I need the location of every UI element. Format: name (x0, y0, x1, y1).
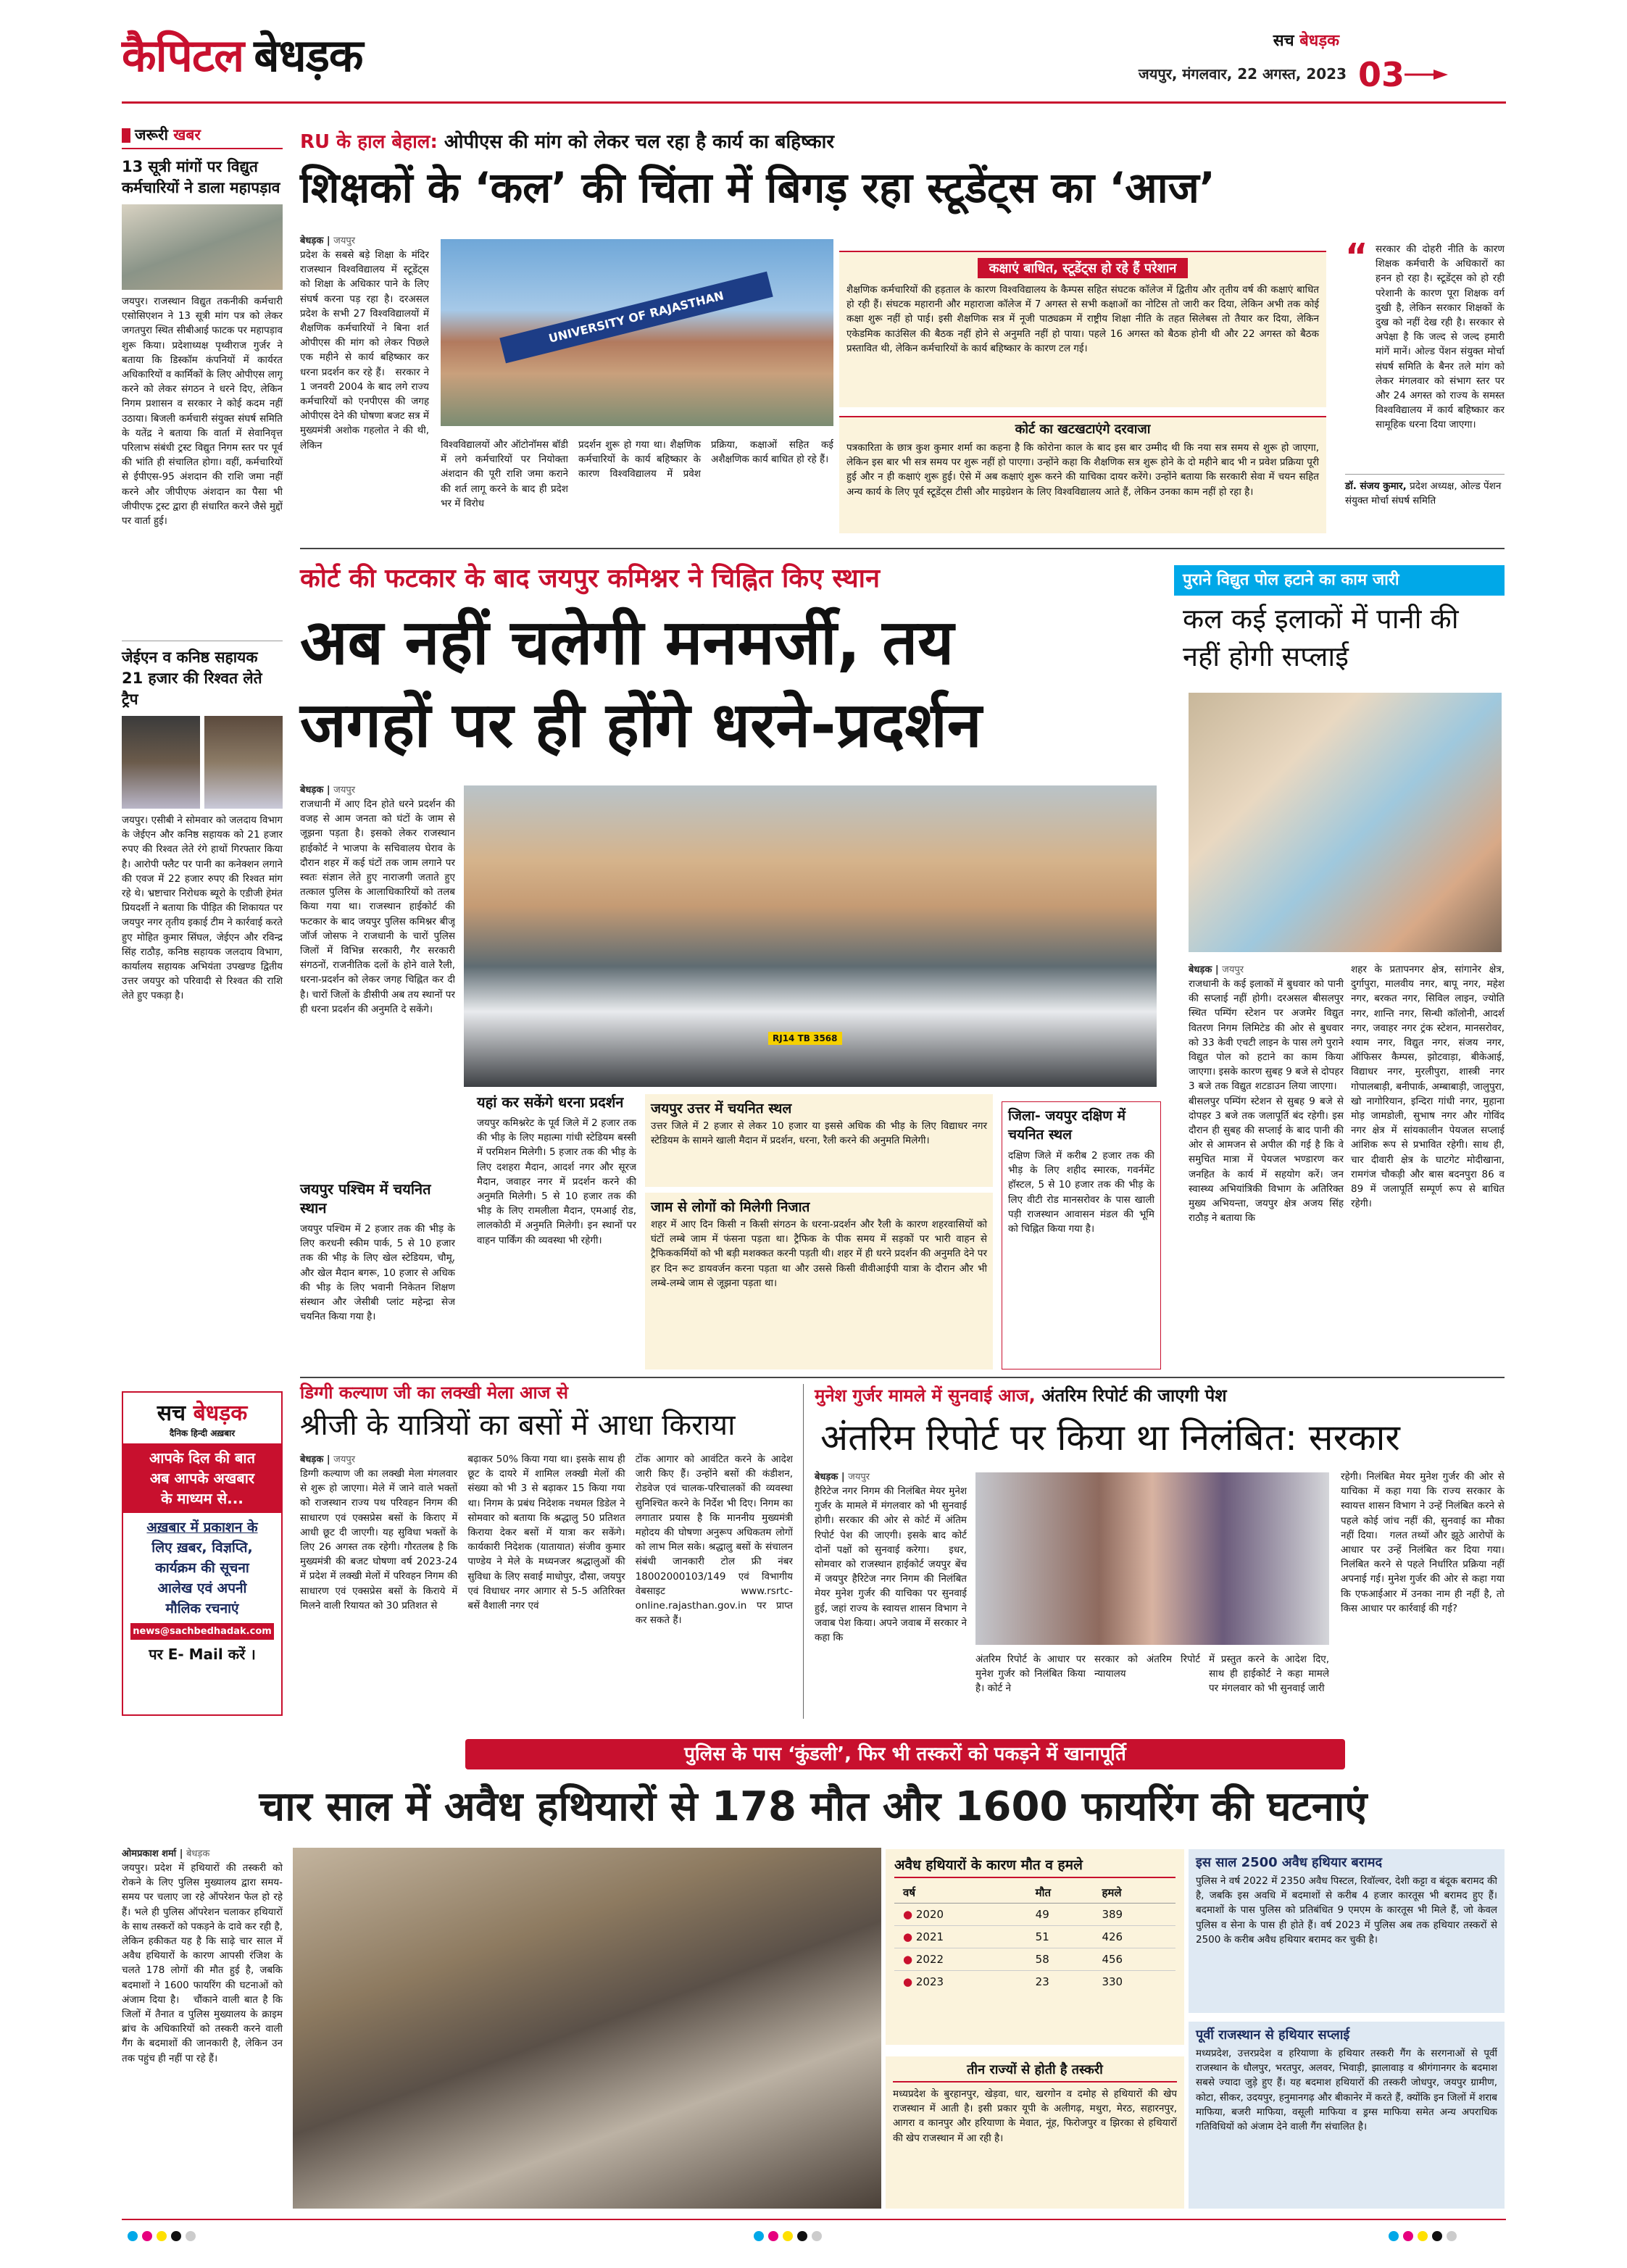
story2-col1 (300, 783, 455, 1174)
story2-north-title: जयपुर उत्तर में चयनित स्थल (651, 1101, 792, 1117)
story5-col5: रहेगी। निलंबित मेयर मुनेश गुर्जर की ओर से याचिका में कहा गया कि राज्य सरकार के स्वायत्त शासन विभाग ने उन्हें निलंबित करने से पहले कोई जांच नहीं की, सुनवाई का मौका नहीं दिया। गलत तथ्यों और झूठे आरोपों के आधार पर उन्हें निलंबित कर दिया गया। निलंबित करने से पहले निर्धारित प्रक्रिया नहीं अपनाई गई। मुनेश गुर्जर की ओर से कहा गया कि एफआईआर में उनका नाम ही नहीं है, तो किस आधार पर कार्रवाई की गई? (1341, 1471, 1505, 1614)
yellow-dot-icon (783, 2231, 793, 2241)
story2-west (300, 1180, 455, 1368)
registration-marks-left (128, 2230, 200, 2244)
sidebar-label-icon (122, 128, 130, 143)
story4-headline: श्रीजी के यात्रियों का बसों में आधा किराया (300, 1409, 736, 1442)
sidebar-story1-photo (122, 204, 283, 290)
sidebar (122, 125, 283, 1378)
promo-email[interactable]: news@sachbedhadak.com (130, 1623, 274, 1640)
grey-dot-icon (812, 2231, 822, 2241)
deaths-cell: 49 (1035, 1908, 1049, 1921)
arms-table (894, 1883, 1175, 1993)
mayor-photo (975, 1472, 1329, 1645)
arms-box2-title: पूर्वी राजस्थान से हथियार सप्लाई (1196, 2027, 1350, 2043)
black-dot-icon (171, 2231, 181, 2241)
story5-col1 (815, 1469, 967, 1719)
arms-box1-body: पुलिस ने वर्ष 2022 में 2350 अवैध पिस्टल, रिवॉल्वर, देशी कट्टा व बंदूक बरामद की है, जबकि इस अवधि में बदमाशों से करीब 4 हजार कारतूस भी बरामद हुए हैं। बदमाशों के पास पुलिस को प्रतिबंधित 9 एमएम के कारतूस भी मिले हैं, जो केवल पुलिस व सेना के पास ही होते हैं। वर्ष 2023 में पुलिस अब तक हथियार तस्करों से 2500 के करीब अवैध हथियार बरामद कर चुकी है। (1196, 1875, 1497, 1946)
story4-byline-a: बेधड़क (300, 1454, 324, 1465)
brand-logo (122, 26, 363, 86)
story1-box2-title: कोर्ट का खटखटाएंगे दरवाजा (1015, 422, 1151, 437)
arms-th-year: वर्ष (903, 1886, 916, 1899)
story4-col1-text: डिग्गी कल्याण जी का लक्खी मेला मंगलवार से शुरू हो जाएगा। मेले में जाने वाले भक्तों को राजस्थान राज्य पथ परिवहन निगम की साधारण एवं एक्सप्रेस बसों के किराए में आधी छूट दी जाएगी। यह सुविधा भक्तों के लिए 26 अगस्त तक रहेगी। गौरतलब है कि मुख्यमंत्री की बजट घोषणा वर्ष 2023-24 में प्रदेश में लक्खी मेलों में परिवहन निगम की साधारण एवं एक्सप्रेस बसों के किराये में मिलने वाली रियायत को 30 प्रतिशत से (300, 1468, 458, 1612)
arms-table-title: अवैध हथियारों के कारण मौत व हमले (894, 1855, 1175, 1878)
cyan-dot-icon (128, 2231, 138, 2241)
promo-box (122, 1391, 283, 1716)
promo-red-panel (123, 1443, 281, 1513)
attacks-cell: 426 (1102, 1930, 1123, 1943)
promo-m3: कार्यक्रम की सूचना (155, 1560, 249, 1576)
registration-marks-center (754, 2230, 826, 2244)
story3-byline-a: बेधड़क (1189, 964, 1212, 975)
arms-box2 (1189, 2022, 1505, 2209)
arms-box3-title: तीन राज्यों से होती है तस्करी (893, 2061, 1177, 2083)
magenta-dot-icon (1403, 2231, 1413, 2241)
bullet-icon: ● (903, 1975, 913, 1988)
story2-north-body: उत्तर जिले में 2 हजार से लेकर 10 हजार या इससे अधिक की भीड़ के लिए विद्याधर नगर स्टेडियम के सामने खाली मैदान में प्रदर्शन, धरना, रैली करने की अनुमति मिलेगी। (651, 1120, 987, 1147)
divider-2 (300, 1377, 1505, 1378)
story2-kicker: कोर्ट की फटकार के बाद जयपुर कमिश्नर ने चिह्नित किए स्थान (300, 564, 880, 593)
story3-col1 (1189, 962, 1344, 1368)
water-tap-photo (1189, 693, 1502, 952)
story2-jam-title: जाम से लोगों को मिलेगी निजात (651, 1199, 810, 1215)
page-number: 03 (1357, 55, 1405, 94)
story3-kicker: पुराने विद्युत पोल हटाने का काम जारी (1174, 565, 1505, 596)
tag-b: बेधड़क (1299, 32, 1339, 50)
sidebar-label-b: खबर (173, 126, 201, 143)
story4-cols (300, 1452, 793, 1719)
story1-col1-text: प्रदेश के सबसे बड़े शिक्षा के मंदिर राजस्थान विश्वविद्यालय में स्टूडेंट्स को शिक्षा के अधिकार पाने के लिए संघर्ष करना पड़ रहा है। दरअसल प्रदेश के सभी 27 विश्वविद्यालयों में शैक्षणिक कर्मचारियों ने बिना शर्त ओपीएस की मांग को लेकर पिछले एक महीने से कार्य बहिष्कार कर धरना प्रदर्शन कर रहे हैं। सरकार ने 1 जनवरी 2004 के बाद लगे राज्य कर्मचारियों को एनपीएस की जगह ओपीएस देने की घोषणा बजट सत्र में मुख्यमंत्री अशोक गहलोत ने की थी, लेकिन (300, 249, 429, 451)
sidebar-story2-title: जेईएन व कनिष्ठ सहायक 21 हजार की रिश्वत लेते ट्रैप (122, 641, 283, 710)
story5-col2: अंतरिम रिपोर्ट के आधार पर मुनेश गुर्जर को निलंबित किया है। कोर्ट ने (975, 1654, 1086, 1695)
sidebar-label (122, 125, 283, 149)
accused-photo-1 (122, 716, 200, 809)
car-plate: RJ14 TB 3568 (768, 1032, 842, 1045)
deaths-cell: 23 (1035, 1975, 1049, 1988)
cyan-dot-icon (1389, 2231, 1399, 2241)
story1-box1-title-wrap (839, 258, 1326, 278)
story1-col2: विश्वविद्यालयों और ऑटोनॉमस बॉडी में लगे कर्मचारियों पर नियोक्ता अंशदान की पूरी राशि जमा कराने की शर्त लागू करने के बाद ही प्रदेश भर में विरोध (441, 439, 568, 509)
accused-photo-2 (204, 716, 283, 809)
table-cell (894, 1948, 1030, 1971)
attacks-cell: 389 (1102, 1908, 1123, 1921)
attacks-cell: 330 (1102, 1975, 1123, 1988)
table-row (894, 1926, 1175, 1948)
sidebar-story1-body: जयपुर। राजस्थान विद्युत तकनीकी कर्मचारी एसोसिएशन ने 13 सूत्री मांग पत्र को लेकर जगतपुरा स्थित सीबीआई फाटक पर महापड़ाव शुरू किया। प्रदेशाध्यक्ष पृथ्वीराज गुर्जर ने बताया कि डिस्कॉम कंपनियों में कार्यरत अधिकारियों व कार्मिकों के लिए ओपीएस लागू करने को लेकर संगठन ने धरने दिए, लेकिन निगम प्रशासन व सरकार ने कोई कदम नहीं उठाया। बिजली कर्मचारी संयुक्त संघर्ष समिति के यतेंद्र ने बताया कि वार्ता में सेवानिवृत्त परिलाभ संबंधी ट्रस्ट विद्युत निगम स्तर पर पूर्व की भांति ही संचालित होगा। वहीं, कर्मचारियों से ईपीएस-95 अंशदान की राशि जमा नहीं करने और जीपीएफ अंशदान का पैसा भी जीपीएफ ट्रस्ट द्वारा ही संधारित करने जैसे मुद्दों पर वार्ता हुई। (122, 296, 283, 528)
promo-m1: अख़बार में प्रकाशन के (146, 1519, 258, 1535)
quote-mark-icon: “ (1345, 236, 1368, 277)
black-dot-icon (797, 2231, 807, 2241)
footer-rule (122, 2219, 1506, 2220)
table-row (894, 1971, 1175, 1993)
story5-kicker (815, 1384, 1227, 1407)
story6-col1-text: जयपुर। प्रदेश में हथियारों की तस्करी को रोकने के लिए पुलिस मुख्यालय द्वारा समय-समय पर चलाए जा रहे ऑपरेशन फेल हो रहे हैं। भले ही पुलिस ऑपरेशन चलाकर हथियारों के साथ तस्करों को पकड़ने के दावे कर रही है, लेकिन हकीकत यह है कि साढ़े चार साल में अवैध हथियारों के कारण आपसी रंजिश के चलते 178 लोगों की मौत हुई है, जबकि बदमाशों ने 1600 फायरिंग की घटनाओं को अंजाम दिया है। चौंकाने वाली बात है कि जिलों में तैनात व पुलिस मुख्यालय के क्राइम ब्रांच के अधिकारियों को तस्करी करने वाली गैंग के बदमाशों की जानकारी है, लेकिन उन तक पहुंच ही नहीं पा रहे हैं। (122, 1862, 283, 2064)
promo-brand-a: सच (157, 1401, 186, 1426)
story1-col3: प्रदर्शन शुरू हो गया था। शैक्षणिक कर्मचारियों के कार्य बहिष्कार के कारण विश्वविद्यालय में प्रवेश प्रक्रिया, कक्षाओं सहित कई अशैक्षणिक कार्य बाधित हो रहे हैं। (578, 439, 833, 480)
story2-west-body: जयपुर पश्चिम में 2 हजार तक की भीड़ के लिए करधनी स्कीम पार्क, 5 से 10 हजार तक की भीड़ के लिए खेल स्टेडियम, चौमू, और खेल मैदान बगरू, 10 हजार से अधिक की भीड़ के लिए भवानी निकेतन शिक्षण संस्थान और जेसीबी प्लांट महेन्द्रा सेज चयनित किया गया है। (300, 1223, 455, 1323)
dateline: जयपुर, मंगलवार, 22 अगस्त, 2023 (1138, 65, 1347, 83)
table-row (894, 1948, 1175, 1971)
promo-brand-b: बेधड़क (193, 1401, 248, 1426)
story2-jam-body: शहर में आए दिन किसी न किसी संगठन के धरना-प्रदर्शन और रैली के कारण शहरवासियों को घंटों लम्बे जाम में फंसना पड़ता था। ट्रैफिक के पीक समय में सड़कों पर भारी वाहन से ट्रैफिककर्मियों को भी बड़ी मशक्कत करनी पड़ती थी। शहर में ही धरने प्रदर्शन की अनुमति देने पर हर दिन रूट डायवर्जन करना पड़ता था और उससे किसी वीवीआईपी यात्रा के दौरान और भी लम्बे-लम्बे जाम से जूझना पड़ता था। (651, 1219, 987, 1289)
story2-byline: बेधड़क | जयपुर (300, 785, 356, 796)
story1-byline-b: जयपुर (333, 235, 356, 246)
promo-tail: पर E- Mail करें । (149, 1646, 256, 1663)
story2-headline-2: जगहों पर ही होंगे धरने-प्रदर्शन (300, 689, 982, 762)
story2-jam (645, 1193, 993, 1369)
story5-byline-a: बेधड़क (815, 1472, 839, 1483)
story6-byline-b: बेधड़क (186, 1848, 210, 1859)
promo-m2: लिए ख़बर, विज्ञप्ति, (151, 1540, 253, 1556)
story5-kicker-b: अंतरिम रिपोर्ट की जाएगी पेश (1041, 1385, 1227, 1406)
story4-col2: बढ़ाकर 50% किया गया था। इसके साथ ही छूट के दायरे में शामिल लक्खी मेलों की संख्या को भी 3 से बढ़ाकर 15 किया गया था। निगम के प्रबंध निदेशक नथमल डिडेल ने सोमवार को बताया कि श्रद्धालु 50 प्रतिशत किराया देकर बसों में यात्रा कर सकेंगे। कार्यकारी निदेशक (यातायात) संजीव कुमार पाण्डेय ने मेले के मध्यनजर श्रद्धालुओं की सुविधा के लिए सवाई माधोपुर, दौसा, जयपुर एवं विधाधर नगर आगार से 5-5 अतिरिक्त बसें वैशाली नगर एवं (467, 1454, 625, 1612)
divider-1 (300, 548, 1505, 549)
story3-byline: बेधड़क | जयपुर (1189, 964, 1244, 975)
story5-byline: बेधड़क | जयपुर (815, 1472, 870, 1483)
story3-col2: शहर के प्रतापनगर क्षेत्र, सांगानेर क्षेत्र, दुर्गापुरा, मालवीय नगर, बापू नगर, महेश नगर, बरकत नगर, सिविल लाइन, ज्योति नगर, शान्ति नगर, सिन्धी कॉलोनी, आदर्श नगर, जवाहर नगर ट्रंक स्टेशन, मानसरोवर, श्याम नगर, विद्युत नगर, संजय नगर, ऑफिसर कैम्पस, झोटवाड़ा, बीकेआई, विद्याधर नगर, मुरलीपुरा, शास्त्री नगर गोपालबाड़ी, बनीपार्क, अम्बाबाड़ी, जालुपुरा, खो नागोरियान, इन्दिरा गांधी नगर, मुहाना मोड़ जामडोली, सुभाष नगर और गोविंद नगर क्षेत्र में सांयकालीन पेयजल सप्लाई आंशिक रूप से प्रभावित रहेगी। साथ ही, चार दीवारी क्षेत्र के घाटगेट मोदीखाना, रामगंज चौकड़ी और बास बदनपुरा 86 व 89 में जलापूर्ति सम्पूर्ण रूप से बाधित रहेगी। (1351, 964, 1505, 1210)
story6-banner: पुलिस के पास ‘कुंडली’, फिर भी तस्करों को पकड़ने में खानापूर्ति (465, 1739, 1345, 1769)
story2-south-body: दक्षिण जिले में करीब 2 हजार तक की भीड़ के लिए शहीद स्मारक, गवर्नमेंट हॉस्टल, 5 से 10 हजार तक की भीड़ के लिए वीटी रोड मानसरोवर के पास खाली पड़ी राजस्थान आवासन मंडल की भूमि को चिह्नित किया गया है। (1008, 1150, 1154, 1235)
story1-box1-title: कक्षाएं बाधित, स्टूडेंट्स हो रहे हैं परेशान (978, 258, 1189, 278)
sidebar-story2-body: जयपुर। एसीबी ने सोमवार को जलदाय विभाग के जेईएन और कनिष्ठ सहायक को 21 हजार रुपए की रिश्वत लेते रंगे हाथों गिरफ्तार किया है। आरोपी फ्लैट पर पानी का कनेक्शन लगाने की एवज में 22 हजार रुपए की रिश्वत मांग रहे थे। भ्रष्टाचार निरोधक ब्यूरो के एडीजी हेमंत प्रियदर्शी ने बताया कि पीड़ित की शिकायत पर जयपुर नगर तृतीय इकाई टीम ने कार्रवाई करते हुए मोहित कुमार सिंघल, जेईएन और रविन्द्र सिंह राठौड़, कनिष्ठ सहायक जलदाय विभाग, कार्यालय सहायक अभियंता उपखण्ड द्वितीय उत्तर जयपुर को परिवादी से रिश्वत की राशि लेते हुए पकड़ा है। (122, 814, 283, 1002)
story2-west-title: जयपुर पश्चिम में चयनित स्थान (300, 1180, 431, 1217)
story2-byline-b: जयपुर (333, 785, 356, 796)
story4-col3: टोंक आगार को आवंटित करने के आदेश जारी किए हैं। उन्होंने बसों की कंडीशन, रोडवेज एवं चालक-परिचालकों की व्यवस्था सुनिश्चित करने के निर्देश भी दिए। निगम का लगातार प्रयास है कि माननीय मुख्यमंत्री महोदय की घोषणा अनुरूप अधिकतम लोगों को लाभ मिल सके। श्रद्धालु बसों के संचालन संबंधी जानकारी टोल फ्री नंबर 18002000103/149 एवं विभागीय वेबसाइट www.rsrtc-online.rajasthan.gov.in पर प्राप्त कर सकते हैं। (635, 1454, 793, 1627)
story2-col1-text: राजधानी में आए दिन होते धरने प्रदर्शन की वजह से आम जनता को घंटों के जाम से जूझना पड़ता है। इसको लेकर राजस्थान हाईकोर्ट ने भाजपा के सचिवालय घेराव के दौरान शहर में कई घंटों तक जाम लगाने पर स्वतः संज्ञान लेते हुए नाराजगी जताते हुए तत्काल पुलिस के आलाधिकारियों को तलब किया गया था। राजस्थान हाईकोर्ट की फटकार के बाद जयपुर पुलिस कमिश्नर बीजू जॉर्ज जोसफ ने राजधानी के चारों पुलिस जिलों में विभिन्न सरकारी, गैर सरकारी संगठनों, राजनीतिक दलों के होने वाले रैली, धरना-प्रदर्शन को लेकर जगह चिह्नित कर दी है। चारों जिलों के डीसीपी अब तय स्थानों पर ही धरना प्रदर्शन की अनुमति दे सकेंगे। (300, 799, 455, 1015)
yellow-dot-icon (157, 2231, 167, 2241)
brand-right: बेधड़क (254, 29, 363, 82)
promo-line-2: अब आपके अखबार (149, 1469, 255, 1487)
table-cell (894, 1926, 1030, 1948)
year-cell: 2023 (915, 1975, 944, 1988)
promo-line-3: के माध्यम से... (161, 1490, 244, 1507)
quote-role: प्रदेश अध्यक्ष, ओल्ड पेंशन संयुक्त मोर्चा संघर्ष समिति (1345, 480, 1502, 506)
grey-dot-icon (1447, 2231, 1457, 2241)
grey-dot-icon (186, 2231, 196, 2241)
yellow-dot-icon (1418, 2231, 1428, 2241)
story5-headline: अंतरिम रिपोर्ट पर किया था निलंबित: सरकार (820, 1417, 1400, 1459)
story2-headline (300, 601, 1170, 767)
promo-body (123, 1517, 281, 1619)
deaths-cell: 51 (1035, 1930, 1049, 1943)
bullet-icon: ● (903, 1908, 913, 1921)
story2-headline-1: अब नहीं चलेगी मनमर्जी, तय (300, 606, 954, 679)
story1-quote-credit (1345, 474, 1505, 508)
sidebar-story2-photos (122, 716, 283, 809)
header-rule (122, 101, 1506, 104)
table-row (894, 1904, 1175, 1926)
story1-quote-text: सरकार की दोहरी नीति के कारण शिक्षक कर्मचारी के अधिकारों का हनन हो रहा है। स्टूडेंट्स को हो रही परेशानी के कारण पूरा शिक्षक वर्ग दुखी है, लेकिन सरकार शिक्षकों के दुख को नहीं देख रही है। सरकार से अपेक्षा है कि जल्द से जल्द हमारी मांगें मानें। ओल्ड पेंशन संयुक्त मोर्चा संघर्ष समिति के बैनर तले मांग को लेकर मंगलवार को संभाग स्तर पर और 24 अगस्त को राज्य के समस्त विश्वविद्यालय में कार्य बहिष्कार कर सामूहिक धरना दिया जाएगा। (1376, 243, 1505, 431)
university-sign: UNIVERSITY OF RAJASTHAN (547, 288, 725, 346)
header-tag (1273, 29, 1339, 51)
deaths-cell: 58 (1035, 1953, 1049, 1966)
story2-east-body: जयपुर कमिश्नरेट के पूर्व जिले में 2 हजार तक की भीड़ के लिए महात्मा गांधी स्टेडियम बस्सी में परमिशन मिलेगी। 5 हजार तक की भीड़ के लिए दशहरा मैदान, आदर्श नगर और सूरज मैदान, जवाहर नगर में प्रदर्शन करने की अनुमति मिलेगी। 5 से 10 हजार तक की भीड़ के लिए रामलीला मैदान, एमआई रोड, लालकोठी में अनुमति मिलेगी। इन स्थानों पर वाहन पार्किंग की व्यवस्था भी रहेगी। (477, 1117, 636, 1246)
story4-col1 (300, 1452, 457, 1719)
registration-marks-right (1389, 2230, 1461, 2244)
story5-col3: सरकार को अंतरिम रिपोर्ट न्यायालय (1094, 1654, 1200, 1680)
story1-kicker-a: RU के हाल बेहाल: (300, 131, 438, 153)
story1-col1 (300, 233, 429, 532)
pen-nib-icon (1405, 68, 1448, 81)
arms-box2-body: मध्यप्रदेश, उत्तरप्रदेश व हरियाणा के हथियार तस्करी गैंग के सरगनाओं से पूर्वी राजस्थान के धौलपुर, भरतपुर, अलवर, भिवाड़ी, झालावाड़ व श्रीगंगानगर के बदमाश सबसे ज्यादा जुड़े हुए हैं। यह बदमाश हथियारों की तस्करी जोधपुर, जयपुर ग्रामीण, कोटा, सीकर, उदयपुर, हनुमानगढ़ और बीकानेर में करते हैं, क्योंकि इन जिलों में शराब माफिया, बजरी माफिया, वसूली माफिया व ड्रग्स माफिया समेत अन्य अपराधिक गतिविधियों को अंजाम देने वाली गैंग संचालित है। (1196, 2048, 1497, 2133)
story4-kicker: डिग्गी कल्याण जी का लक्खी मेला आज से (300, 1383, 569, 1403)
weapons-photo (293, 1848, 881, 2209)
story1-box2-body: पत्रकारिता के छात्र कुश कुमार शर्मा का कहना है कि कोरोना काल के बाद इस बार उम्मीद थी कि नया सत्र समय से शुरू हो जाएगा, लेकिन इस बार भी सत्र समय पर शुरू नहीं हो पाएगा। उन्होंने कहा कि शैक्षणिक सत्र शुरू होने के दो महीने बाद भी न प्रवेश प्रक्रिया पूरी हुई और न ही कक्षाएं शुरू हुई। ऐसे में अब कक्षाएं शुरू करने की याचिका दायर करेंगे। उन्होंने बताया कि सरकारी सेवा में चयन सहित अन्य कार्य के लिए पूर्व स्टूडेंट्स टीसी और माइग्रेशन के लिए विश्वविद्यालय आते हैं, लेकिन उनका काम नहीं हो रहा है। (846, 442, 1319, 498)
university-gate (499, 272, 773, 364)
sidebar-story1-title: 13 सूत्री मांगों पर विद्युत कर्मचारियों ने डाला महापड़ाव (122, 158, 280, 196)
arms-table-box (886, 1849, 1184, 2045)
story6-headline: चार साल में अवैध हथियारों से 178 मौत और 1600 फायरिंग की घटनाएं (259, 1783, 1368, 1830)
story5-col1-text: हैरिटेज नगर निगम की निलंबित मेयर मुनेश गुर्जर के मामले में मंगलवार को भी सुनवाई होगी। सरकार की ओर से कोर्ट में अंतिम रिपोर्ट पेश की जाएगी। इसके बाद कोर्ट दोनों पक्षों को सुनवाई करेगा। इधर, सोमवार को राजस्थान हाईकोर्ट जयपुर बेंच में जयपुर हैरिटेज नगर निगम की निलंबित मेयर मुनेश गुर्जर की याचिका पर सुनवाई हुई, जहां राज्य के स्वायत्त शासन विभाग ने जवाब पेश किया। अपने जवाब में सरकार ने कहा कि (815, 1485, 967, 1644)
brand-left: कैपिटल (122, 29, 244, 82)
story1-box2 (839, 416, 1326, 533)
story1-quote (1345, 236, 1505, 535)
vertical-divider (803, 1384, 804, 1719)
story2-north (645, 1094, 993, 1187)
magenta-dot-icon (768, 2231, 778, 2241)
promo-brand (123, 1393, 281, 1427)
story1-byline: बेधड़क | जयपुर (300, 235, 356, 246)
cyan-dot-icon (754, 2231, 764, 2241)
attacks-cell: 456 (1102, 1953, 1123, 1966)
sidebar-label-a: जरूरी (135, 126, 168, 143)
bullet-icon: ● (903, 1953, 913, 1966)
black-dot-icon (1432, 2231, 1442, 2241)
story1-box1-body: शैक्षणिक कर्मचारियों की हड़ताल के कारण विश्वविद्यालय के कैम्पस सहित संघटक कॉलेज में द्वितीय और तृतीय वर्ष की कक्षाएं बाधित हो रही हैं। संघटक महारानी और महाराजा कॉलेज में 7 अगस्त से सभी कक्षाओं का नोटिस तो जारी कर दिया, लेकिन अभी तक कोई कक्षा शुरू नहीं हो पाई। इसी शैक्षणिक सत्र में नूजी पाठ्यक्रम में राष्ट्रीय शिक्षा नीति के तहत सिलेबस तो तैयार कर दिया, लेकिन एकेडमिक काउंसिल की बैठक नहीं होने से अनुमति नहीं हो पाया। पहले 16 अगस्त को बैठक होनी थी और 22 अगस्त को बैठक प्रस्तावित थी, लेकिन कर्मचारियों के कार्य बहिष्कार के कारण टल गई। (846, 284, 1319, 354)
arms-box1-title: इस साल 2500 अवैध हथियार बरामद (1196, 1855, 1383, 1870)
quote-author: डॉ. संजय कुमार, (1345, 480, 1407, 492)
story1-box1 (839, 251, 1326, 407)
table-cell (894, 1904, 1030, 1926)
story2-south-title: जिला- जयपुर दक्षिण में चयनित स्थल (1008, 1108, 1125, 1143)
year-cell: 2021 (915, 1930, 944, 1943)
story6-byline: ओमप्रकाश शर्मा | बेधड़क (122, 1848, 210, 1859)
story3-headline: कल कई इलाकों में पानी की नहीं होगी सप्लाई (1183, 603, 1459, 672)
story6-byline-a: ओमप्रकाश शर्मा (122, 1848, 177, 1859)
table-cell (894, 1971, 1030, 1993)
arms-box3-body: मध्यप्रदेश के बुरहानपुर, खेड़वा, धार, खरगोन व दमोह से हथियारों की खेप राजस्थान में आती है। इसी प्रकार यूपी के अलीगढ़, मथुरा, मेरठ, सहारनपुर, आगरा व कानपुर और हरियाणा के मेवात, नूंह, फिरोजपुर व झिरका से हथियारों की खेप राजस्थान में आ रही है। (893, 2088, 1177, 2144)
story5-col4: में प्रस्तुत करने के आदेश दिए, साथ ही हाईकोर्ट ने कहा मामले पर मंगलवार को भी सुनवाई जारी (1209, 1654, 1329, 1695)
year-cell: 2022 (915, 1953, 944, 1966)
story1-kicker-b: ओपीएस की मांग को लेकर चल रहा है कार्य का बहिष्कार (444, 131, 835, 153)
story5-byline-b: जयपुर (848, 1472, 870, 1483)
arms-box3 (886, 2056, 1184, 2209)
story1-byline-a: बेधड़क (300, 235, 324, 246)
story4-byline: बेधड़क | जयपुर (300, 1454, 356, 1465)
story6-col1 (122, 1846, 283, 2209)
arms-box1 (1189, 1849, 1505, 2013)
arms-th-attacks: हमले (1102, 1886, 1122, 1899)
promo-m4: आलेख एवं अपनी (157, 1580, 247, 1596)
arms-table-header (894, 1883, 1175, 1904)
masthead (122, 26, 1448, 99)
magenta-dot-icon (142, 2231, 152, 2241)
story2-byline-a: बेधड़क (300, 785, 324, 796)
arms-th-deaths: मौत (1035, 1886, 1052, 1899)
story3-byline-b: जयपुर (1222, 964, 1244, 975)
promo-sub: दैनिक हिन्दी अख़बार (169, 1428, 236, 1438)
promo-m5: मौलिक रचनाएं (165, 1601, 239, 1617)
promo-line-1: आपके दिल की बात (149, 1449, 255, 1467)
story4-byline-b: जयपुर (333, 1454, 356, 1465)
story2-east (477, 1093, 636, 1368)
story1-kicker (300, 130, 834, 154)
story2-east-title: यहां कर सकेंगे धरना प्रदर्शन (477, 1093, 624, 1111)
university-photo (441, 239, 833, 426)
story1-headline: शिक्षकों के ‘कल’ की चिंता में बिगड़ रहा स्टूडेंट्स का ‘आज’ (300, 163, 1215, 212)
tag-a: सच (1273, 32, 1294, 50)
story5-kicker-a: मुनेश गुर्जर मामले में सुनवाई आज, (815, 1385, 1036, 1406)
story2-south (1002, 1101, 1161, 1369)
traffic-jam-photo (464, 785, 1157, 1087)
story3-col1-text: राजधानी के कई इलाकों में बुधवार को पानी की सप्लाई नहीं होगी। दरअसल बीसलपुर स्थित पम्पिंग स्टेशन पर अजमेर विद्युत वितरण निगम लिमिटेड की ओर से बुधवार को 33 केवी एचटी लाइन के पास लगे पुराने विद्युत पोल को हटाने का काम किया जाएगा। इसके कारण सुबह 9 बजे से दोपहर 3 बजे तक विद्युत शटडाउन लिया जाएगा। बीसलपुर पम्पिंग स्टेशन से सुबह 9 बजे से दोपहर 3 बजे तक जलापूर्ति बंद रहेगी। इस दौरान ही सुबह की सप्लाई के बाद पानी की ओर से आमजन से अपील की गई है कि वे समुचित मात्रा में पेयजल भण्डारण कर जनहित के कार्य में सहयोग करें। जन स्वास्थ्य अभियांत्रिकी विभाग के अतिरिक्त मुख्य अभियन्ता, जयपुर क्षेत्र अजय सिंह राठौड़ ने बताया कि (1189, 978, 1344, 1225)
bullet-icon: ● (903, 1930, 913, 1943)
year-cell: 2020 (915, 1908, 944, 1921)
